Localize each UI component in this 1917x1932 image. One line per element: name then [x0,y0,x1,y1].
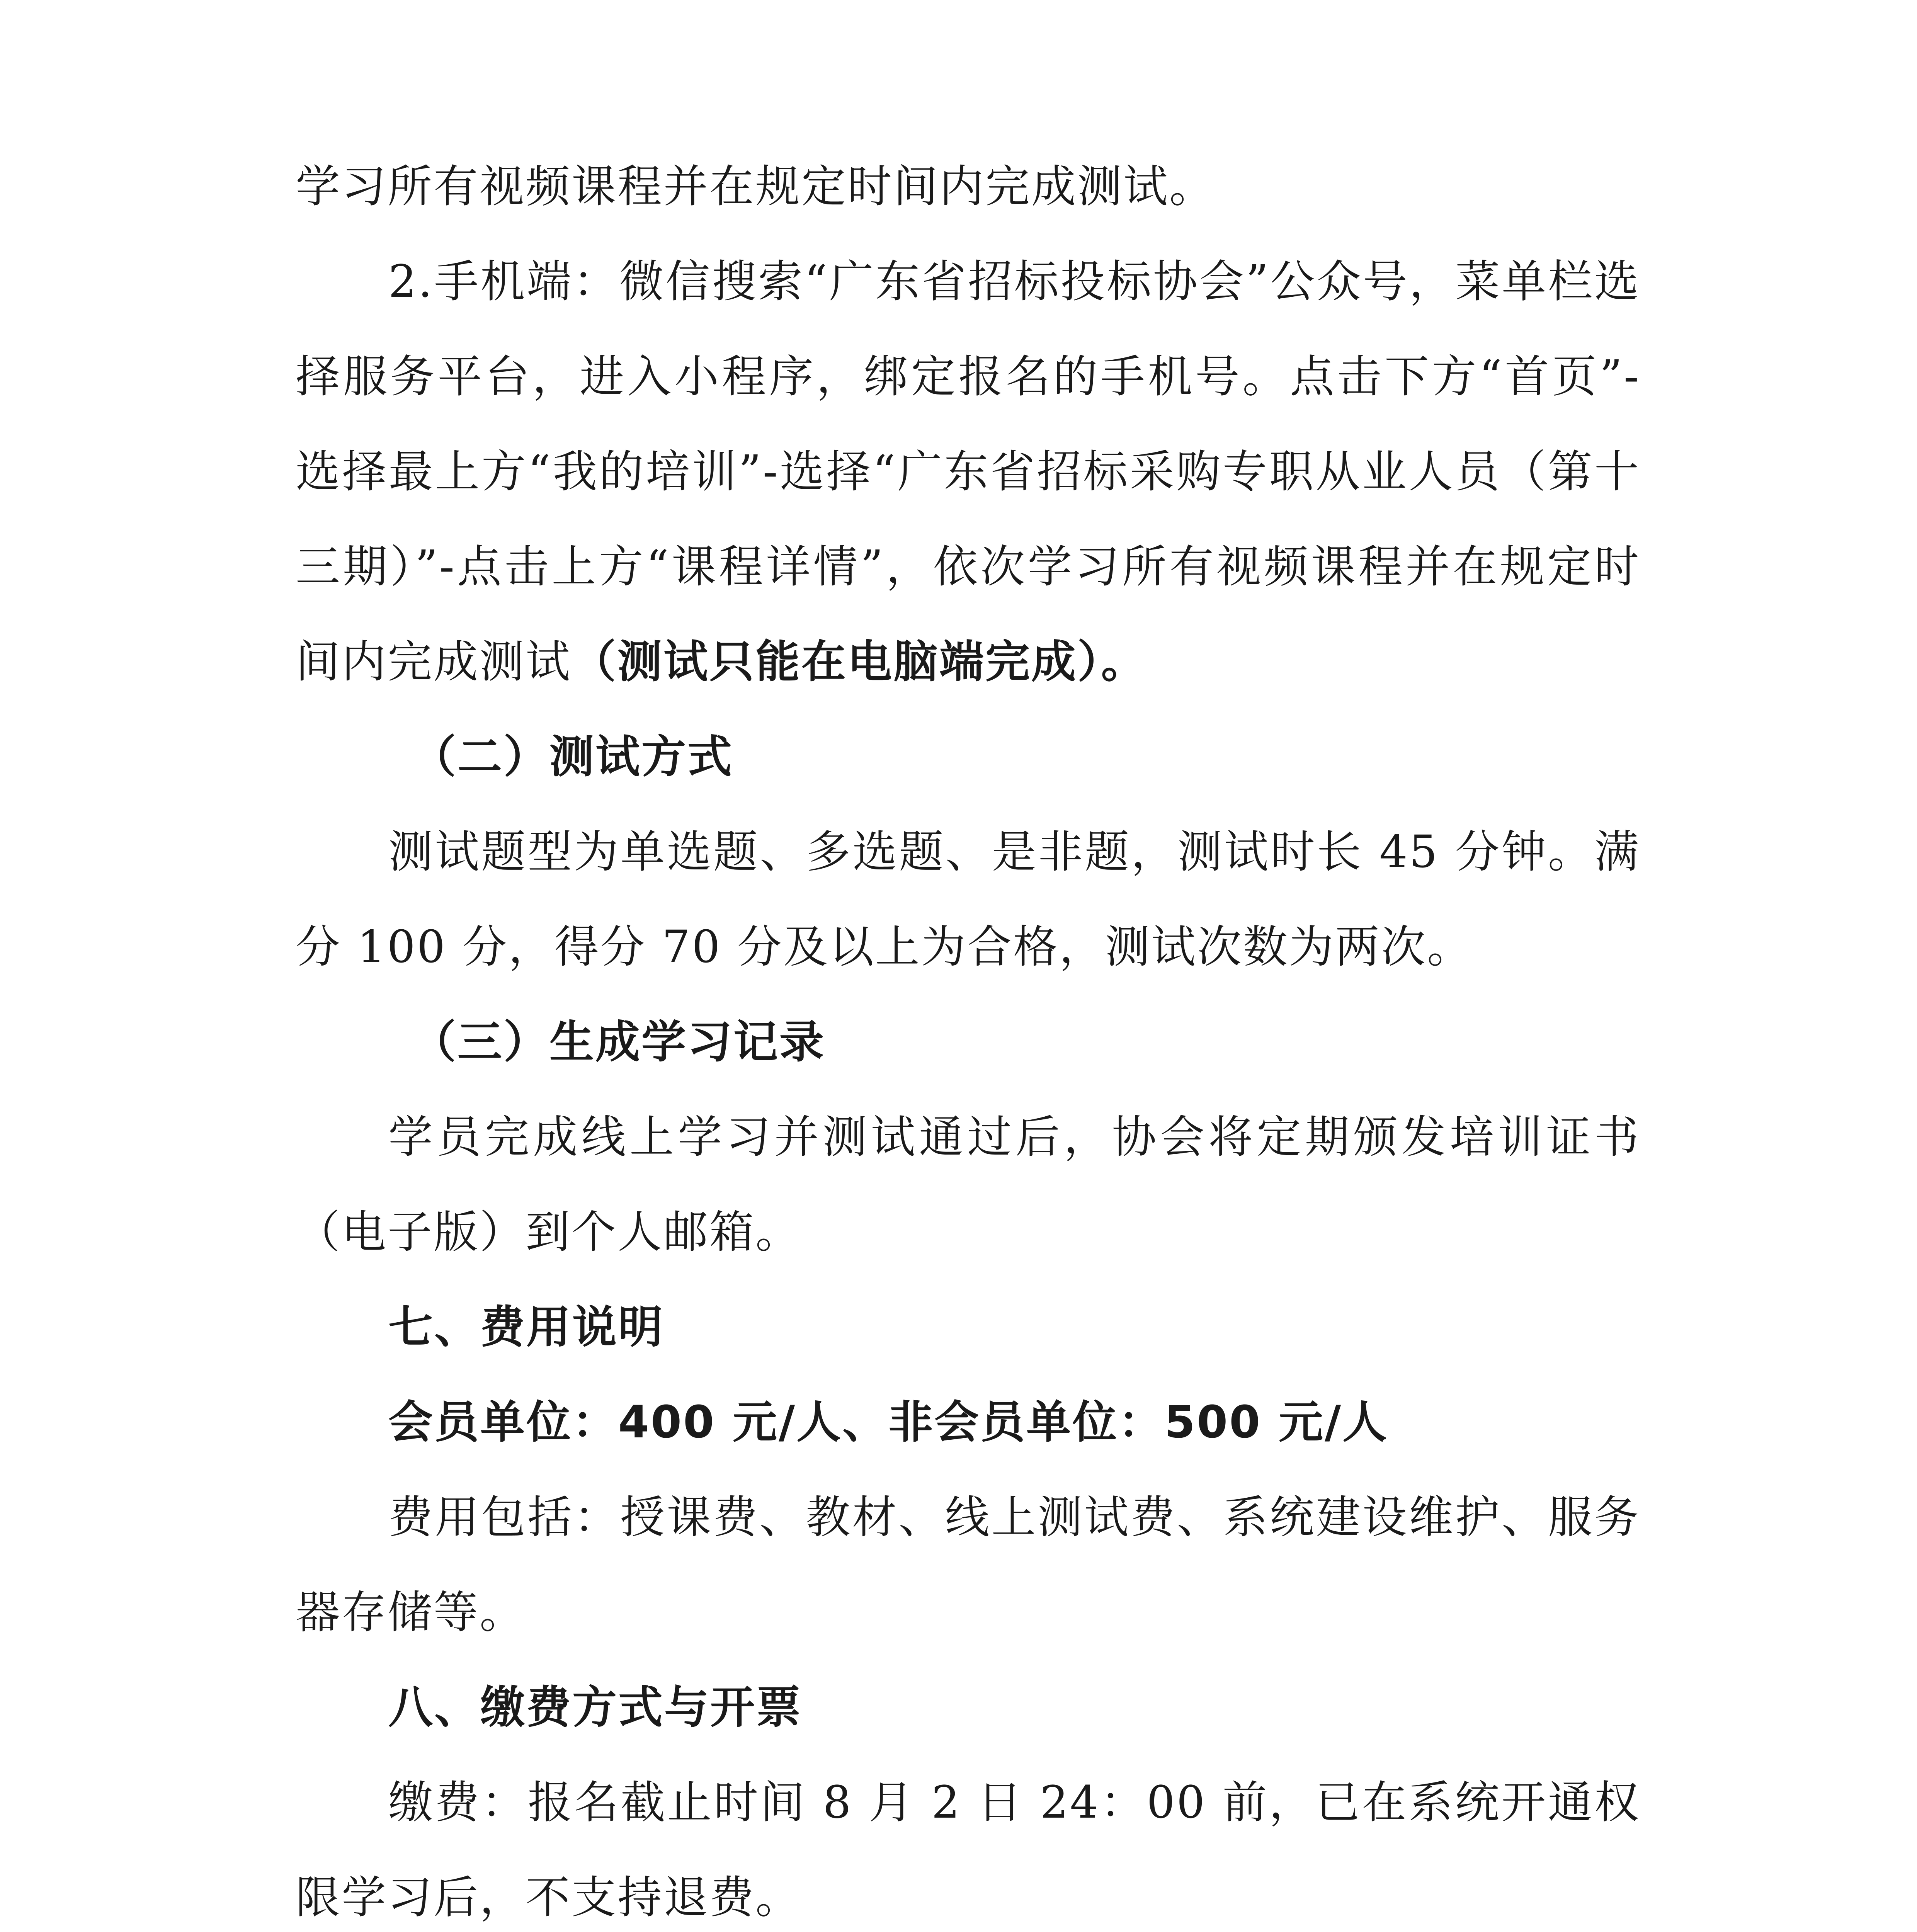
mobile-test-note: （测试只能在电脑端完成）。 [572,636,1147,688]
mobile-instructions-text: 2.手机端：微信搜索“广东省招标投标协会”公众号，菜单栏选择服务平台，进入小程序，绑定报名的手机号。点击下方“首页”-选择最上方“我的培训”-选择“广东省招标采购专职从业人员（第十三期）”-点击上方“课程详情”，依次学习所有视频课程并在规定时间内完成测试 [296,256,1640,688]
paragraph-study-record: 学员完成线上学习并测试通过后，协会将定期颁发培训证书（电子版）到个人邮箱。 [296,1111,1640,1258]
heading-test-method: （二）测试方式 [412,731,734,783]
fee-amounts: 会员单位：400 元/人、非会员单位：500 元/人 [388,1396,1389,1448]
paragraph-fee-includes: 费用包括：授课费、教材、线上测试费、系统建设维护、服务器存储等。 [296,1492,1640,1638]
heading-fee: 七、费用说明 [388,1301,665,1353]
heading-study-record: （三）生成学习记录 [412,1016,826,1068]
heading-payment: 八、缴费方式与开票 [388,1682,803,1733]
paragraph-pc-study-end: 学习所有视频课程并在规定时间内完成测试。 [296,161,1216,213]
paragraph-test-method: 测试题型为单选题、多选题、是非题，测试时长 45 分钟。满分 100 分，得分 70 分及以上为合格，测试次数为两次。 [296,826,1640,973]
document-body [296,139,1640,1932]
paragraph-payment-deadline: 缴费：报名截止时间 8 月 2 日 24：00 前，已在系统开通权限学习后，不支持退费。 [296,1777,1640,1923]
paragraph-mobile-instructions [296,234,1640,709]
